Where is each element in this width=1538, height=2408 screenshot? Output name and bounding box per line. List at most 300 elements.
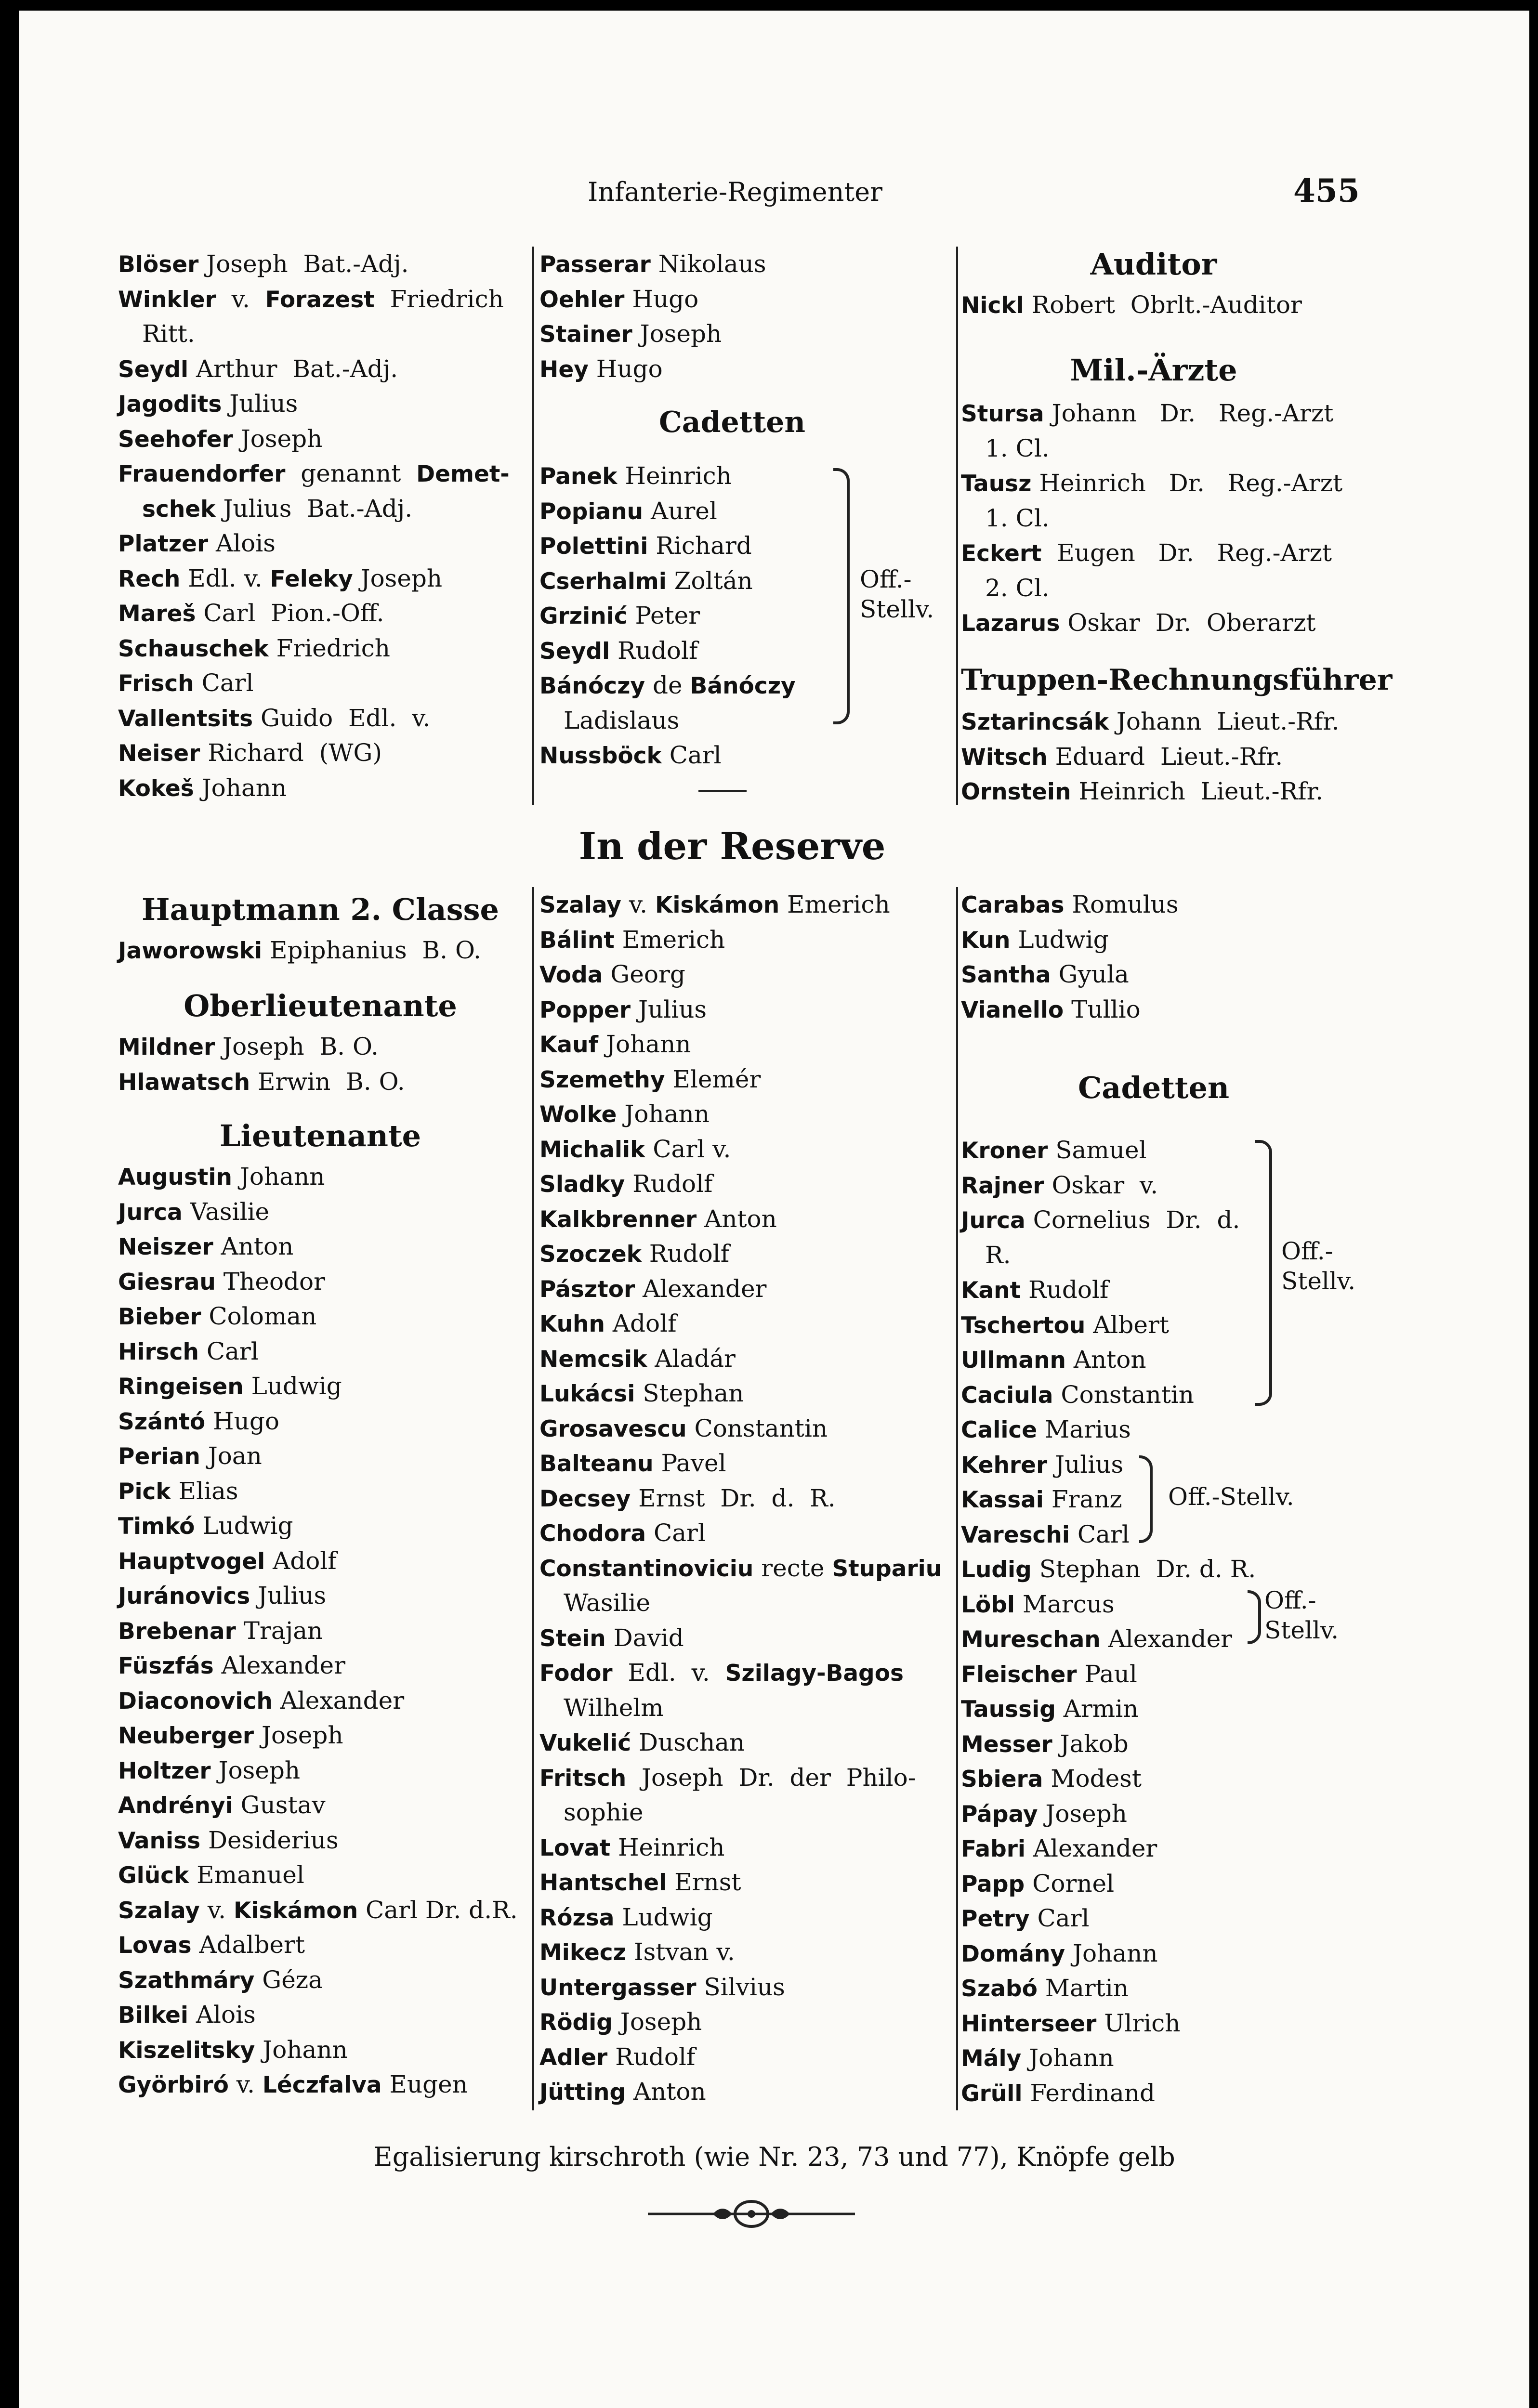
surname: Neuberger bbox=[118, 1723, 254, 1749]
truppen-heading: Truppen-Rechnungsführer bbox=[961, 663, 1393, 697]
entry-popianu bbox=[539, 494, 934, 529]
text: Rudolf bbox=[641, 1240, 730, 1268]
entry-grull bbox=[961, 2076, 1375, 2111]
surname: Lovas bbox=[118, 1932, 192, 1959]
text: Carl v. bbox=[645, 1135, 731, 1163]
text: Armin bbox=[1055, 1695, 1139, 1723]
surname: Petry bbox=[961, 1906, 1030, 1932]
text: Constantin bbox=[1053, 1380, 1194, 1409]
brace bbox=[1139, 1455, 1153, 1543]
text: Julius bbox=[250, 1582, 327, 1610]
text: Elemér bbox=[665, 1065, 761, 1093]
text: Johann bbox=[194, 773, 287, 802]
entry-fuszfas bbox=[118, 1648, 532, 1683]
text: Carl Pion.-Off. bbox=[196, 599, 384, 627]
text: Joseph bbox=[254, 1721, 343, 1749]
surname: Stursa bbox=[961, 401, 1044, 427]
surname: Passerar bbox=[539, 251, 651, 278]
surname: Hirsch bbox=[118, 1338, 199, 1365]
entry-ornstein bbox=[961, 774, 1356, 809]
surname: Hey bbox=[539, 356, 589, 383]
entry-pick bbox=[118, 1474, 532, 1509]
surname: Augustin bbox=[118, 1164, 232, 1191]
surname: Kuhn bbox=[539, 1311, 605, 1337]
text: Carl bbox=[198, 1337, 259, 1365]
text: Richard bbox=[648, 532, 752, 560]
text: Nikolaus bbox=[650, 250, 766, 278]
surname: Bálint bbox=[539, 927, 615, 954]
surname: Diaconovich bbox=[118, 1688, 273, 1714]
surname: Popianu bbox=[539, 498, 644, 525]
surname: Kiszelitsky bbox=[118, 2037, 255, 2064]
surname: Mildner bbox=[118, 1034, 215, 1060]
entry-sladky bbox=[539, 1166, 954, 1202]
surname: Bánóczy bbox=[690, 673, 796, 699]
surname: Giesrau bbox=[118, 1269, 216, 1296]
surname: Mikecz bbox=[539, 1939, 626, 1966]
text: Ludwig bbox=[195, 1512, 293, 1540]
surname: Messer bbox=[961, 1731, 1052, 1758]
column-rule bbox=[956, 887, 958, 2110]
surname: Frisch bbox=[118, 670, 194, 697]
cadetten-heading-2: Cadetten bbox=[1078, 1070, 1230, 1105]
surname: Ludig bbox=[961, 1557, 1032, 1583]
entry-augustin bbox=[118, 1159, 532, 1194]
entry-kuhn bbox=[539, 1306, 954, 1341]
text: Epiphanius B. O. bbox=[262, 936, 481, 964]
text: Gyula bbox=[1051, 960, 1129, 988]
entry-sbiera bbox=[961, 1761, 1375, 1796]
surname: Seydl bbox=[118, 356, 189, 383]
surname: Jagodits bbox=[118, 391, 222, 418]
entry-hinterseer bbox=[961, 2006, 1375, 2041]
surname: Platzer bbox=[118, 531, 209, 557]
surname: Jurca bbox=[118, 1199, 183, 1226]
text: Emerich bbox=[779, 890, 890, 918]
reserve-heading: In der Reserve bbox=[578, 824, 886, 868]
text: Johann Dr. Reg.-Arzt bbox=[1044, 399, 1334, 427]
surname: Rech bbox=[118, 565, 181, 592]
surname: Lukácsi bbox=[539, 1381, 635, 1407]
text: Pavel bbox=[653, 1449, 726, 1477]
text: Géza bbox=[254, 1965, 323, 1994]
surname: Rödig bbox=[539, 2009, 613, 2036]
column-rule bbox=[532, 887, 534, 2110]
entry-kehrer bbox=[961, 1447, 1375, 1482]
text: Anton bbox=[626, 2078, 706, 2106]
entry-wilhelm bbox=[539, 1690, 954, 1726]
entry-constantinoviciu bbox=[539, 1551, 954, 1586]
entry-ullmann bbox=[961, 1342, 1375, 1377]
surname: Nussböck bbox=[539, 743, 662, 769]
text: Cornelius Dr. d. bbox=[1025, 1206, 1240, 1234]
entry-hey bbox=[539, 352, 934, 387]
text: Wilhelm bbox=[564, 1693, 664, 1722]
entry-szathmary bbox=[118, 1963, 532, 1998]
surname: Tschertou bbox=[961, 1312, 1086, 1339]
text: Julius bbox=[631, 995, 707, 1023]
text: Paul bbox=[1077, 1660, 1137, 1688]
entry-bilkei bbox=[118, 1997, 532, 2032]
text: Joseph bbox=[1038, 1799, 1127, 1828]
text: v. bbox=[621, 890, 655, 918]
text: Richard (WG) bbox=[200, 739, 382, 767]
text: Tullio bbox=[1064, 995, 1141, 1023]
entry-szalay bbox=[118, 1893, 532, 1928]
text: Alexander bbox=[213, 1651, 345, 1679]
text: Eugen Dr. Reg.-Arzt bbox=[1041, 539, 1332, 567]
entry-stainer bbox=[539, 316, 934, 352]
entry-kauf bbox=[539, 1027, 954, 1062]
text: de bbox=[645, 671, 690, 699]
surname: Papp bbox=[961, 1871, 1025, 1898]
entry-winkler bbox=[118, 282, 537, 317]
entry-domany bbox=[961, 1936, 1375, 1971]
surname: Mály bbox=[961, 2045, 1022, 2072]
text: Johann bbox=[1065, 1939, 1158, 1967]
entry-hlawatsch bbox=[118, 1064, 532, 1099]
oberlieutenante-list bbox=[118, 1029, 532, 1099]
text: Rudolf bbox=[1021, 1276, 1109, 1304]
surname: Seydl bbox=[539, 638, 610, 665]
text: Aurel bbox=[643, 497, 717, 525]
entry-neiszer bbox=[118, 1229, 532, 1264]
text: Georg bbox=[603, 960, 685, 988]
entry-ludig bbox=[961, 1552, 1375, 1587]
text: Coloman bbox=[201, 1302, 317, 1330]
surname: Calice bbox=[961, 1417, 1038, 1443]
entry-diaconovich bbox=[118, 1683, 532, 1718]
text: Rudolf bbox=[610, 636, 698, 665]
text: Gustav bbox=[233, 1791, 326, 1819]
text: Cornel bbox=[1025, 1869, 1115, 1898]
text: Johann bbox=[1021, 2044, 1114, 2072]
text: David bbox=[605, 1623, 684, 1652]
text: Romulus bbox=[1064, 890, 1179, 918]
entry-rozsa bbox=[539, 1900, 954, 1935]
surname: Adler bbox=[539, 2044, 608, 2071]
text: Ludwig bbox=[243, 1372, 342, 1400]
surname: Nemcsik bbox=[539, 1346, 647, 1373]
entry-lovas bbox=[118, 1927, 532, 1963]
text: Johann bbox=[232, 1163, 325, 1191]
entry-jutting bbox=[539, 2074, 954, 2109]
text: Desiderius bbox=[200, 1826, 339, 1854]
entry-schek bbox=[118, 491, 537, 526]
column-staff-list-2 bbox=[539, 247, 934, 386]
entry-andrenyi bbox=[118, 1788, 532, 1823]
entry-frauendorfer bbox=[118, 456, 537, 491]
surname: Kauf bbox=[539, 1032, 599, 1058]
surname: Feleky bbox=[270, 565, 353, 592]
entry-vianello bbox=[961, 992, 1375, 1027]
surname: Chodora bbox=[539, 1520, 646, 1547]
surname: Szilagy-Bagos bbox=[725, 1660, 904, 1687]
entry-rech bbox=[118, 561, 537, 596]
surname: Winkler bbox=[118, 286, 216, 313]
text: Rudolf bbox=[607, 2042, 696, 2071]
text: Johann bbox=[255, 2035, 348, 2064]
entry-fodor bbox=[539, 1655, 954, 1690]
text: Adolf bbox=[265, 1546, 337, 1575]
entry-mikecz bbox=[539, 1935, 954, 1970]
surname: Balteanu bbox=[539, 1451, 654, 1477]
entry-2-cl bbox=[961, 571, 1356, 606]
running-header: Infanterie-Regimenter bbox=[588, 177, 882, 207]
surname: Blöser bbox=[118, 251, 199, 278]
text: Vasilie bbox=[182, 1197, 270, 1226]
entry-grosavescu bbox=[539, 1411, 954, 1446]
surname: Fleischer bbox=[961, 1661, 1077, 1688]
hauptmann-heading: Hauptmann 2. Classe bbox=[142, 892, 499, 927]
surname: Popper bbox=[539, 996, 631, 1023]
text: Modest bbox=[1043, 1765, 1142, 1793]
entry-nemcsik bbox=[539, 1341, 954, 1376]
text: Carl bbox=[661, 741, 722, 769]
entry-szoczek bbox=[539, 1236, 954, 1271]
surname: schek bbox=[142, 496, 216, 523]
entry-fritsch bbox=[539, 1760, 954, 1795]
surname: Ullmann bbox=[961, 1347, 1066, 1374]
surname: Pásztor bbox=[539, 1276, 635, 1303]
surname: Szántó bbox=[118, 1408, 206, 1435]
text: Marcus bbox=[1015, 1590, 1115, 1618]
reserve-list bbox=[539, 887, 954, 2109]
surname: Kalkbrenner bbox=[539, 1206, 697, 1233]
surname: Kant bbox=[961, 1277, 1021, 1304]
entry-vukelic bbox=[539, 1725, 954, 1760]
surname: Léczfalva bbox=[262, 2072, 382, 2098]
surname: Szoczek bbox=[539, 1241, 642, 1268]
entry-holtzer bbox=[118, 1753, 532, 1788]
text: Anton bbox=[1066, 1346, 1146, 1374]
text: Joseph bbox=[353, 564, 443, 592]
surname: Ringeisen bbox=[118, 1374, 244, 1400]
entry-gyorbiro bbox=[118, 2067, 532, 2102]
entry-papay bbox=[961, 1796, 1375, 1832]
entry-tschertou bbox=[961, 1308, 1375, 1343]
entry-juranovics bbox=[118, 1578, 532, 1613]
entry-szalay bbox=[539, 887, 954, 922]
surname: Bilkei bbox=[118, 2002, 189, 2028]
text: Friedrich bbox=[374, 285, 504, 313]
reserve-list-right bbox=[961, 887, 1375, 1027]
text: 1. Cl. bbox=[985, 434, 1050, 462]
lieutenante-list bbox=[118, 1159, 532, 2102]
text: v. bbox=[216, 285, 265, 313]
hauptmann-list bbox=[118, 933, 532, 968]
entry-ladislaus bbox=[539, 703, 934, 738]
entry-caciula bbox=[961, 1377, 1375, 1413]
auditor-heading: Auditor bbox=[1090, 247, 1217, 282]
surname: Voda bbox=[539, 962, 603, 988]
entry-hauptvogel bbox=[118, 1544, 532, 1579]
surname: Santha bbox=[961, 962, 1051, 988]
entry-passerar bbox=[539, 247, 934, 282]
book-page bbox=[19, 11, 1529, 2408]
surname: Mareš bbox=[118, 601, 196, 627]
surname: Vukelić bbox=[539, 1730, 631, 1756]
text: Hugo bbox=[205, 1407, 279, 1435]
surname: Oehler bbox=[539, 286, 625, 313]
surname: Fabri bbox=[961, 1836, 1026, 1862]
brace bbox=[833, 468, 850, 724]
entry-papp bbox=[961, 1866, 1375, 1901]
entry-nickl bbox=[961, 288, 1356, 323]
text: Emerich bbox=[614, 925, 725, 954]
surname: Szabó bbox=[961, 1976, 1038, 2002]
text: Albert bbox=[1085, 1310, 1169, 1339]
entry-nussbock bbox=[539, 738, 934, 773]
surname: Kiskámon bbox=[655, 892, 780, 918]
surname: Ornstein bbox=[961, 779, 1071, 805]
text: Silvius bbox=[696, 1973, 785, 2001]
text: Aladár bbox=[647, 1344, 736, 1373]
text: Johann bbox=[617, 1100, 710, 1128]
surname: Grzinić bbox=[539, 603, 628, 629]
text: Alexander bbox=[1025, 1834, 1157, 1862]
surname: Pick bbox=[118, 1478, 171, 1505]
text: Edl. v. bbox=[180, 564, 270, 592]
text: Alexander bbox=[635, 1274, 767, 1303]
entry-jaworowski bbox=[118, 933, 532, 968]
surname: Nickl bbox=[961, 292, 1024, 319]
surname: Sladky bbox=[539, 1171, 625, 1198]
text: Eugen bbox=[381, 2070, 468, 2098]
entry-frisch bbox=[118, 666, 537, 701]
text: Alexander bbox=[1100, 1625, 1233, 1653]
entry-stein bbox=[539, 1621, 954, 1656]
entry-decsey bbox=[539, 1481, 954, 1516]
entry-banoczy bbox=[539, 668, 934, 703]
text: Joan bbox=[200, 1442, 262, 1470]
entry-ritt bbox=[118, 316, 537, 352]
brace bbox=[1255, 1140, 1272, 1406]
entry-seydl bbox=[539, 633, 934, 668]
entry-bloser bbox=[118, 247, 537, 282]
text: Ritt. bbox=[142, 320, 195, 348]
entry-rodig bbox=[539, 2004, 954, 2040]
entry-seydl bbox=[118, 352, 537, 387]
entry-wasilie bbox=[539, 1585, 954, 1621]
surname: Vallentsits bbox=[118, 705, 253, 732]
entry-rajner bbox=[961, 1168, 1375, 1203]
entry-kokes bbox=[118, 771, 537, 806]
entry-pasztor bbox=[539, 1271, 954, 1307]
entry-oehler bbox=[539, 282, 934, 317]
text: Anton bbox=[697, 1204, 777, 1233]
surname: Domány bbox=[961, 1940, 1065, 1967]
mil-aerzte-list bbox=[961, 396, 1356, 641]
entry-chodora bbox=[539, 1516, 954, 1551]
entry-stursa bbox=[961, 396, 1356, 431]
surname: Cserhalmi bbox=[539, 568, 667, 595]
footer-note: Egalisierung kirschroth (wie Nr. 23, 73 und 77), Knöpfe gelb bbox=[373, 2142, 1175, 2172]
text: v. bbox=[199, 1896, 234, 1924]
text: Julius Bat.-Adj. bbox=[215, 494, 413, 523]
entry-santha bbox=[961, 957, 1375, 992]
surname: Seehofer bbox=[118, 426, 233, 453]
text: Heinrich bbox=[610, 1833, 725, 1861]
text: Carl bbox=[1029, 1904, 1090, 1932]
surname: Neiszer bbox=[118, 1234, 213, 1260]
surname: Bánóczy bbox=[539, 673, 645, 699]
text: Robert Obrlt.-Auditor bbox=[1024, 291, 1302, 319]
text: Elias bbox=[171, 1477, 238, 1505]
surname: Taussig bbox=[961, 1696, 1056, 1723]
surname: Glück bbox=[118, 1862, 189, 1889]
entry-gluck bbox=[118, 1858, 532, 1893]
surname: Caciula bbox=[961, 1382, 1053, 1409]
surname: Hantschel bbox=[539, 1870, 667, 1896]
entry-neuberger bbox=[118, 1718, 532, 1753]
entry-fleischer bbox=[961, 1657, 1375, 1692]
surname: Kroner bbox=[961, 1138, 1048, 1164]
entry-taussig bbox=[961, 1691, 1375, 1727]
text: Joseph Bat.-Adj. bbox=[198, 250, 409, 278]
surname: Timkó bbox=[118, 1513, 195, 1540]
auditor-list bbox=[961, 288, 1356, 323]
entry-popper bbox=[539, 992, 954, 1027]
surname: Wolke bbox=[539, 1101, 617, 1128]
text: Hugo bbox=[624, 285, 699, 313]
page-number: 455 bbox=[1293, 172, 1360, 209]
entry-neiser bbox=[118, 735, 537, 771]
surname: Kassai bbox=[961, 1487, 1044, 1513]
text: Heinrich bbox=[617, 462, 732, 490]
entry-witsch bbox=[961, 739, 1356, 774]
text: Alois bbox=[208, 529, 276, 557]
text: sophie bbox=[564, 1798, 644, 1826]
surname: Vareschi bbox=[961, 1521, 1070, 1548]
entry-jurca bbox=[961, 1203, 1375, 1238]
entry-michalik bbox=[539, 1132, 954, 1167]
surname: Grüll bbox=[961, 2080, 1023, 2107]
text: Eduard Lieut.-Rfr. bbox=[1047, 742, 1283, 771]
surname: Jütting bbox=[539, 2079, 626, 2106]
surname: Forazest bbox=[265, 286, 375, 313]
text: Stephan Dr. d. R. bbox=[1031, 1555, 1256, 1583]
text: Friedrich bbox=[268, 634, 390, 662]
surname: Michalik bbox=[539, 1136, 645, 1163]
entry-mares bbox=[118, 596, 537, 631]
text: Arthur Bat.-Adj. bbox=[188, 354, 398, 383]
text: 2. Cl. bbox=[985, 574, 1050, 602]
text: Heinrich Lieut.-Rfr. bbox=[1071, 777, 1323, 805]
text: Johann bbox=[598, 1030, 691, 1058]
entry-lovat bbox=[539, 1830, 954, 1865]
text: Emanuel bbox=[189, 1861, 304, 1889]
surname: Eckert bbox=[961, 540, 1042, 567]
surname: Györbiró bbox=[118, 2072, 229, 2098]
surname: Szalay bbox=[539, 892, 621, 918]
text: Joseph bbox=[210, 1756, 301, 1784]
text: Joseph bbox=[233, 424, 323, 453]
entry-messer bbox=[961, 1727, 1375, 1762]
surname: Hinterseer bbox=[961, 2010, 1097, 2037]
entry-szabo bbox=[961, 1971, 1375, 2006]
text: Joseph bbox=[632, 320, 722, 348]
entry-calice bbox=[961, 1412, 1375, 1447]
brace bbox=[1248, 1590, 1261, 1644]
surname: Witsch bbox=[961, 744, 1048, 771]
entry-carabas bbox=[961, 887, 1375, 922]
text: Heinrich Dr. Reg.-Arzt bbox=[1031, 469, 1343, 497]
surname: Decsey bbox=[539, 1485, 631, 1512]
surname: Rózsa bbox=[539, 1904, 615, 1931]
entry-panek bbox=[539, 458, 934, 494]
brace-label: Off.- Stellv. bbox=[1264, 1586, 1339, 1644]
